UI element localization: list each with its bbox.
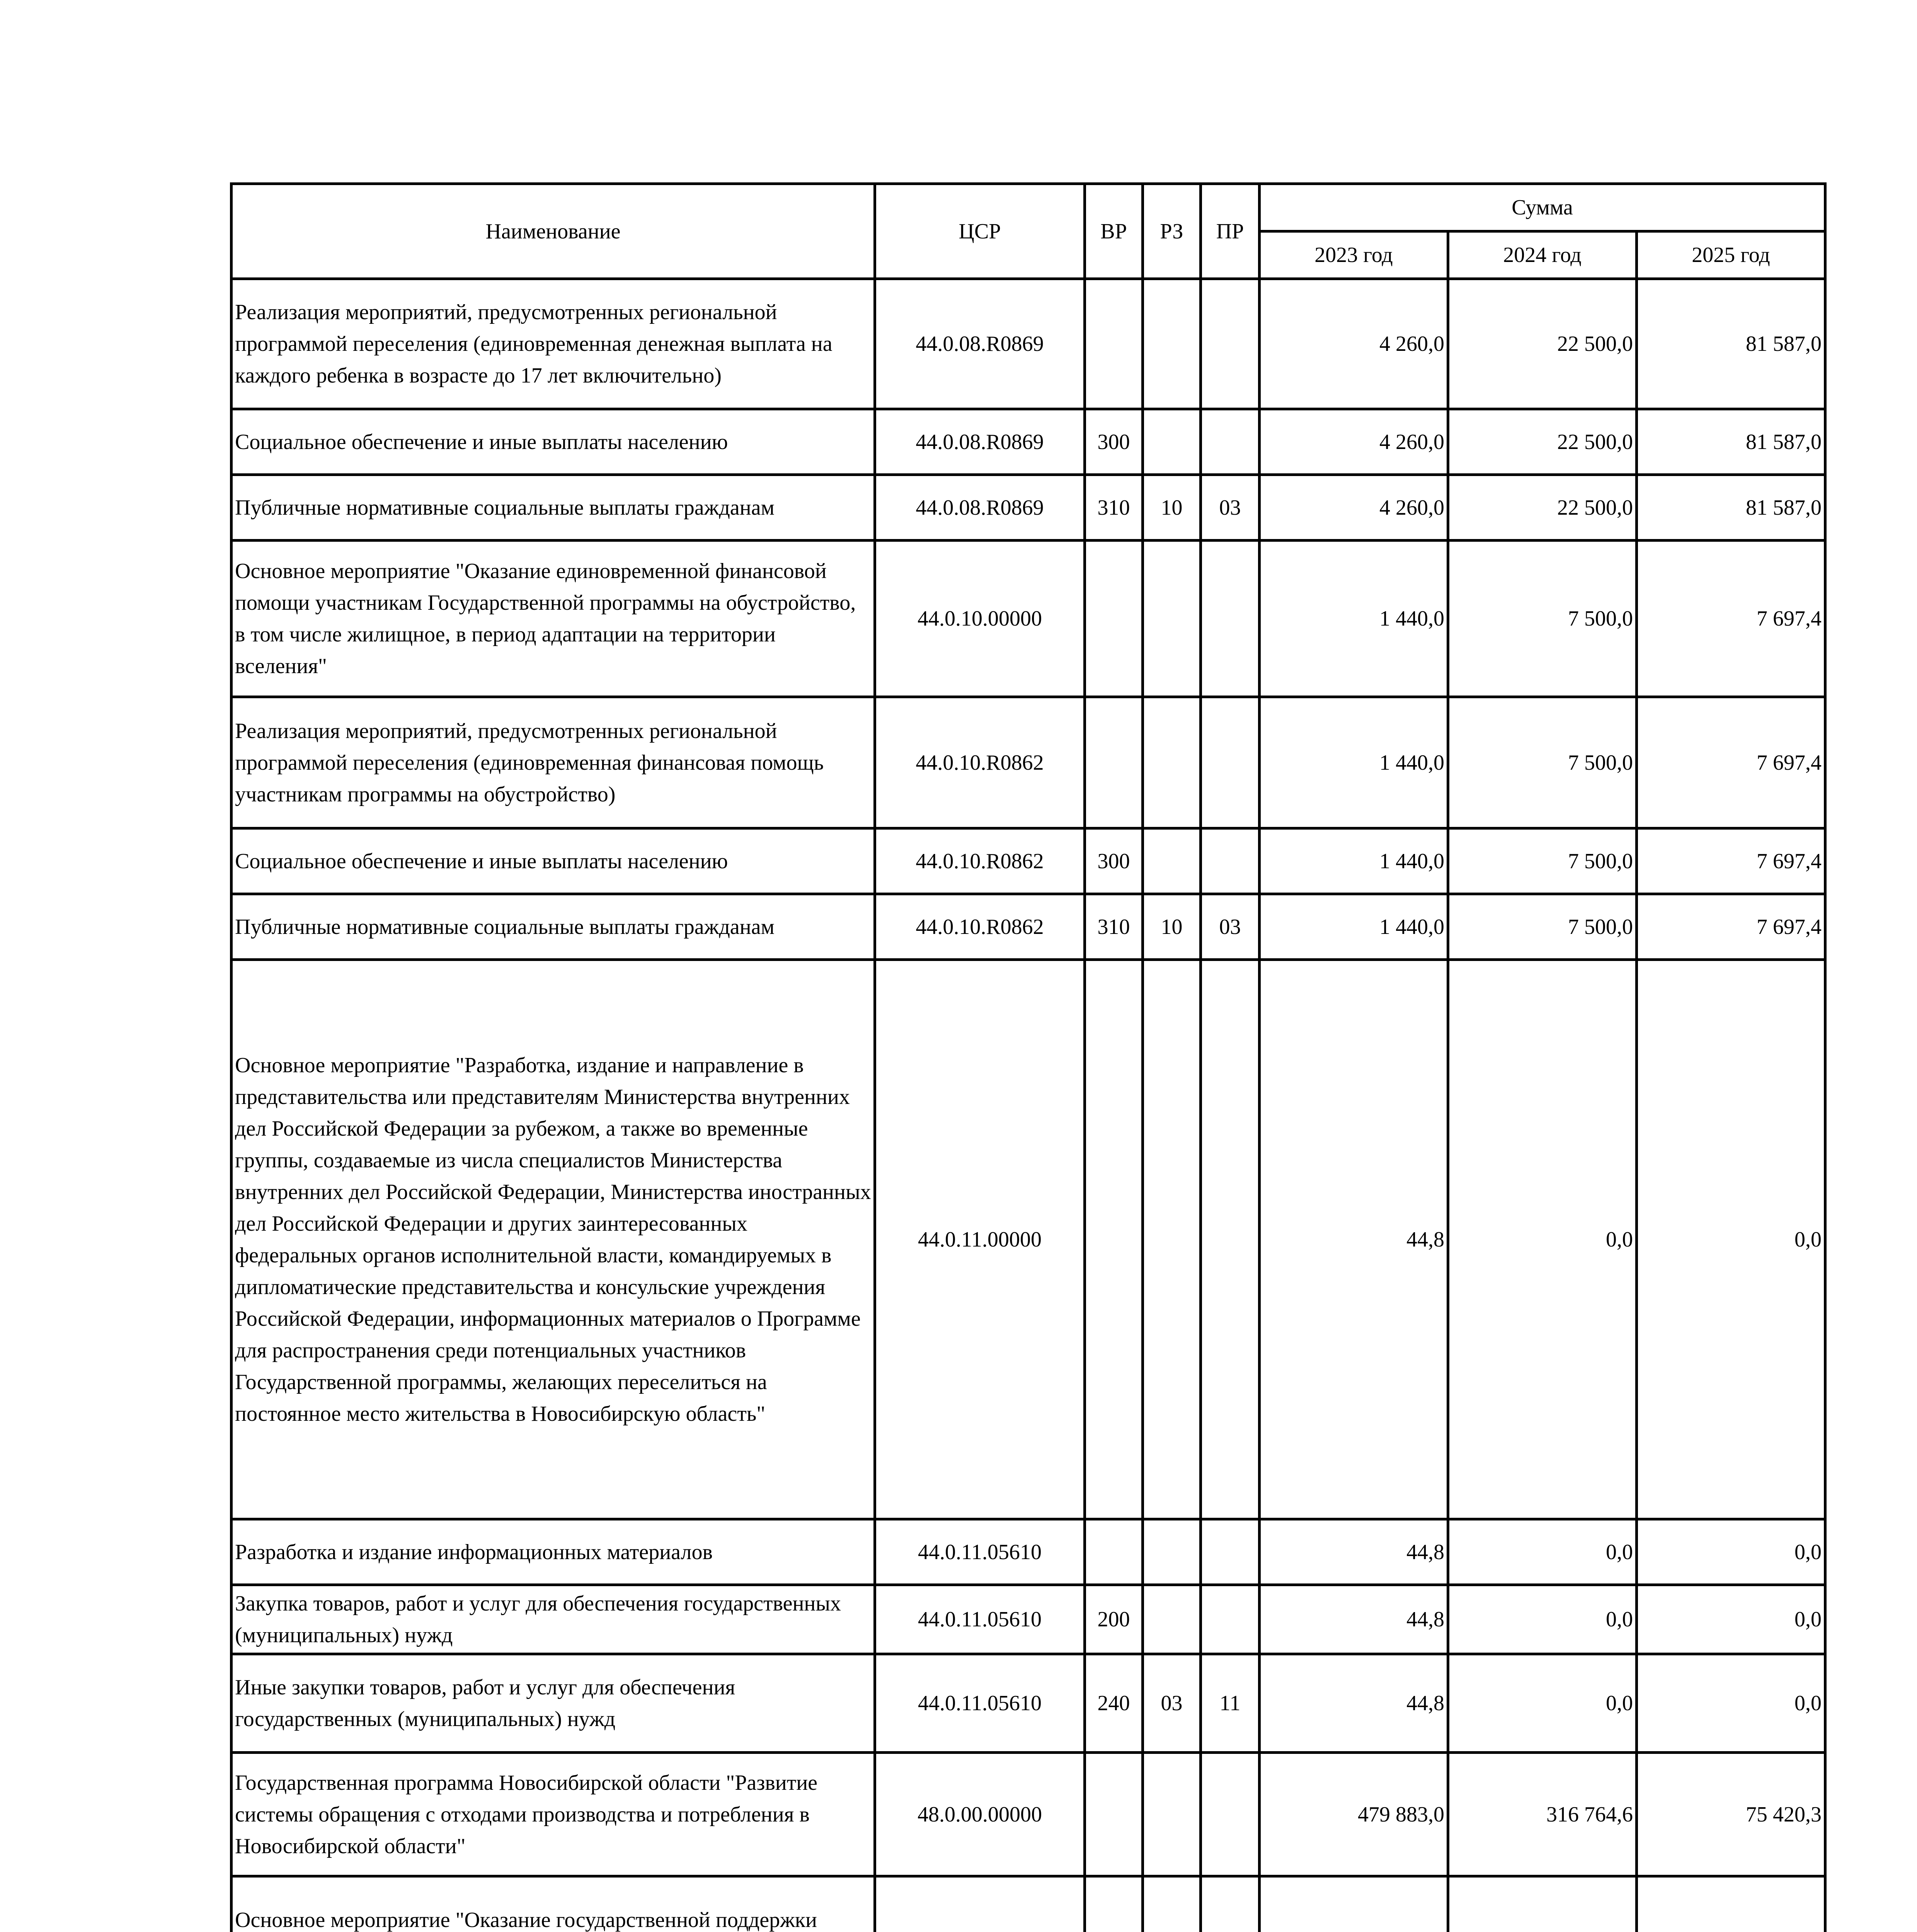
row-csr: 44.0.11.05610 [875,1519,1085,1585]
row-sum-2025 [1637,1876,1825,1932]
table-body [232,279,1825,1932]
row-sum-2025: 0,0 [1637,1519,1825,1585]
row-rz: 10 [1143,475,1201,541]
row-sum-2024: 7 500,0 [1448,541,1637,697]
row-sum-2023: 1 440,0 [1260,541,1448,697]
header-year-2023: 2023 год [1260,231,1448,279]
row-sum-2023: 1 440,0 [1260,697,1448,828]
row-pr [1201,541,1260,697]
row-sum-2023 [1260,1876,1448,1932]
row-sum-2025: 75 420,3 [1637,1753,1825,1876]
row-vr: 300 [1085,409,1143,475]
row-name: Социальное обеспечение и иные выплаты населению [232,409,875,475]
row-rz: 10 [1143,894,1201,960]
row-name: Социальное обеспечение и иные выплаты населению [232,828,875,894]
table-row [232,279,1825,409]
row-rz [1143,697,1201,828]
row-vr: 300 [1085,828,1143,894]
row-sum-2025: 7 697,4 [1637,894,1825,960]
row-pr [1201,697,1260,828]
row-sum-2024: 0,0 [1448,960,1637,1519]
table-row [232,960,1825,1519]
row-rz [1143,279,1201,409]
row-sum-2024: 0,0 [1448,1519,1637,1585]
row-pr [1201,409,1260,475]
row-pr [1201,960,1260,1519]
row-csr: 44.0.08.R0869 [875,279,1085,409]
table-row [232,409,1825,475]
row-rz: 03 [1143,1654,1201,1753]
row-sum-2024: 22 500,0 [1448,279,1637,409]
budget-table [230,182,1827,1932]
table-row [232,697,1825,828]
row-sum-2024 [1448,1876,1637,1932]
row-vr [1085,1519,1143,1585]
row-pr [1201,1876,1260,1932]
row-csr: 44.0.08.R0869 [875,475,1085,541]
table-row [232,828,1825,894]
row-csr: 44.0.11.05610 [875,1585,1085,1654]
row-sum-2024: 7 500,0 [1448,697,1637,828]
row-sum-2024: 316 764,6 [1448,1753,1637,1876]
row-vr: 240 [1085,1654,1143,1753]
row-name: Основное мероприятие "Разработка, издание и направление в представительства или представителям Министерства внутренних дел Российской Федерации за рубежом, а также во временные группы, создаваемые из числа специалистов Министерства внутренних дел Российской Федерации, Министерства иностранных дел Российской Федерации и других заинтересованных федеральных органов исполнительной власти, командируемых в дипломатические представительства и консульские учреждения Российской Федерации, информационных материалов о Программе для распространения среди потенциальных участников Государственной программы, желающих переселиться на постоянное место жительства в Новосибирскую область" [232,960,875,1519]
row-vr [1085,960,1143,1519]
row-vr: 310 [1085,475,1143,541]
row-pr [1201,1519,1260,1585]
header-pr: ПР [1201,184,1260,279]
row-sum-2025: 0,0 [1637,960,1825,1519]
row-rz [1143,1585,1201,1654]
row-rz [1143,1876,1201,1932]
row-vr [1085,1876,1143,1932]
table-row [232,1519,1825,1585]
table-row [232,1585,1825,1654]
row-sum-2023: 1 440,0 [1260,894,1448,960]
row-rz [1143,541,1201,697]
row-rz [1143,828,1201,894]
header-year-2024: 2024 год [1448,231,1637,279]
row-sum-2025: 81 587,0 [1637,409,1825,475]
row-sum-2024: 0,0 [1448,1654,1637,1753]
row-vr [1085,697,1143,828]
row-pr [1201,1753,1260,1876]
row-name: Разработка и издание информационных материалов [232,1519,875,1585]
header-name: Наименование [232,184,875,279]
table-row [232,541,1825,697]
row-sum-2025: 7 697,4 [1637,828,1825,894]
row-sum-2025: 7 697,4 [1637,697,1825,828]
row-pr: 11 [1201,1654,1260,1753]
row-sum-2024: 0,0 [1448,1585,1637,1654]
table-row [232,1753,1825,1876]
row-csr: 44.0.11.00000 [875,960,1085,1519]
header-row [232,184,1825,231]
row-pr: 03 [1201,894,1260,960]
row-sum-2023: 4 260,0 [1260,475,1448,541]
row-name: Реализация мероприятий, предусмотренных региональной программой переселения (единовременная финансовая помощь участникам программы на обустройство) [232,697,875,828]
row-sum-2023: 44,8 [1260,960,1448,1519]
row-sum-2024: 22 500,0 [1448,475,1637,541]
row-vr [1085,541,1143,697]
row-csr: 44.0.11.05610 [875,1654,1085,1753]
row-pr [1201,1585,1260,1654]
row-vr: 310 [1085,894,1143,960]
header-rz: РЗ [1143,184,1201,279]
row-sum-2025: 7 697,4 [1637,541,1825,697]
row-sum-2023: 4 260,0 [1260,409,1448,475]
row-name: Публичные нормативные социальные выплаты гражданам [232,475,875,541]
row-csr: 44.0.10.R0862 [875,697,1085,828]
row-sum-2024: 7 500,0 [1448,894,1637,960]
row-sum-2025: 81 587,0 [1637,279,1825,409]
row-csr: 48.0.00.00000 [875,1753,1085,1876]
row-name: Основное мероприятие "Оказание государственной поддержки [232,1876,875,1932]
row-sum-2023: 4 260,0 [1260,279,1448,409]
row-pr [1201,279,1260,409]
table-row [232,1876,1825,1932]
row-csr: 44.0.10.R0862 [875,894,1085,960]
row-sum-2024: 22 500,0 [1448,409,1637,475]
header-csr: ЦСР [875,184,1085,279]
row-vr [1085,279,1143,409]
row-sum-2025: 0,0 [1637,1585,1825,1654]
row-sum-2023: 44,8 [1260,1654,1448,1753]
row-rz [1143,1519,1201,1585]
row-vr [1085,1753,1143,1876]
row-sum-2024: 7 500,0 [1448,828,1637,894]
row-sum-2023: 44,8 [1260,1585,1448,1654]
header-year-2025: 2025 год [1637,231,1825,279]
row-name: Иные закупки товаров, работ и услуг для обеспечения государственных (муниципальных) нужд [232,1654,875,1753]
row-csr [875,1876,1085,1932]
row-csr: 44.0.10.00000 [875,541,1085,697]
row-sum-2025: 0,0 [1637,1654,1825,1753]
row-csr: 44.0.10.R0862 [875,828,1085,894]
row-sum-2023: 1 440,0 [1260,828,1448,894]
row-rz [1143,409,1201,475]
row-name: Закупка товаров, работ и услуг для обеспечения государственных (муниципальных) нужд [232,1585,875,1654]
row-name: Реализация мероприятий, предусмотренных региональной программой переселения (единовременная денежная выплата на каждого ребенка в возрасте до 17 лет включительно) [232,279,875,409]
row-name: Публичные нормативные социальные выплаты гражданам [232,894,875,960]
header-sum: Сумма [1260,184,1825,231]
row-csr: 44.0.08.R0869 [875,409,1085,475]
row-rz [1143,960,1201,1519]
row-rz [1143,1753,1201,1876]
row-sum-2025: 81 587,0 [1637,475,1825,541]
header-vr: ВР [1085,184,1143,279]
row-sum-2023: 44,8 [1260,1519,1448,1585]
table-row [232,894,1825,960]
row-name: Основное мероприятие "Оказание единовременной финансовой помощи участникам Государственной программы на обустройство, в том числе жилищное, в период адаптации на территории вселения" [232,541,875,697]
row-vr: 200 [1085,1585,1143,1654]
table-row [232,475,1825,541]
row-sum-2023: 479 883,0 [1260,1753,1448,1876]
row-name: Государственная программа Новосибирской области "Развитие системы обращения с отходами производства и потребления в Новосибирской области" [232,1753,875,1876]
row-pr: 03 [1201,475,1260,541]
table-row [232,1654,1825,1753]
row-pr [1201,828,1260,894]
